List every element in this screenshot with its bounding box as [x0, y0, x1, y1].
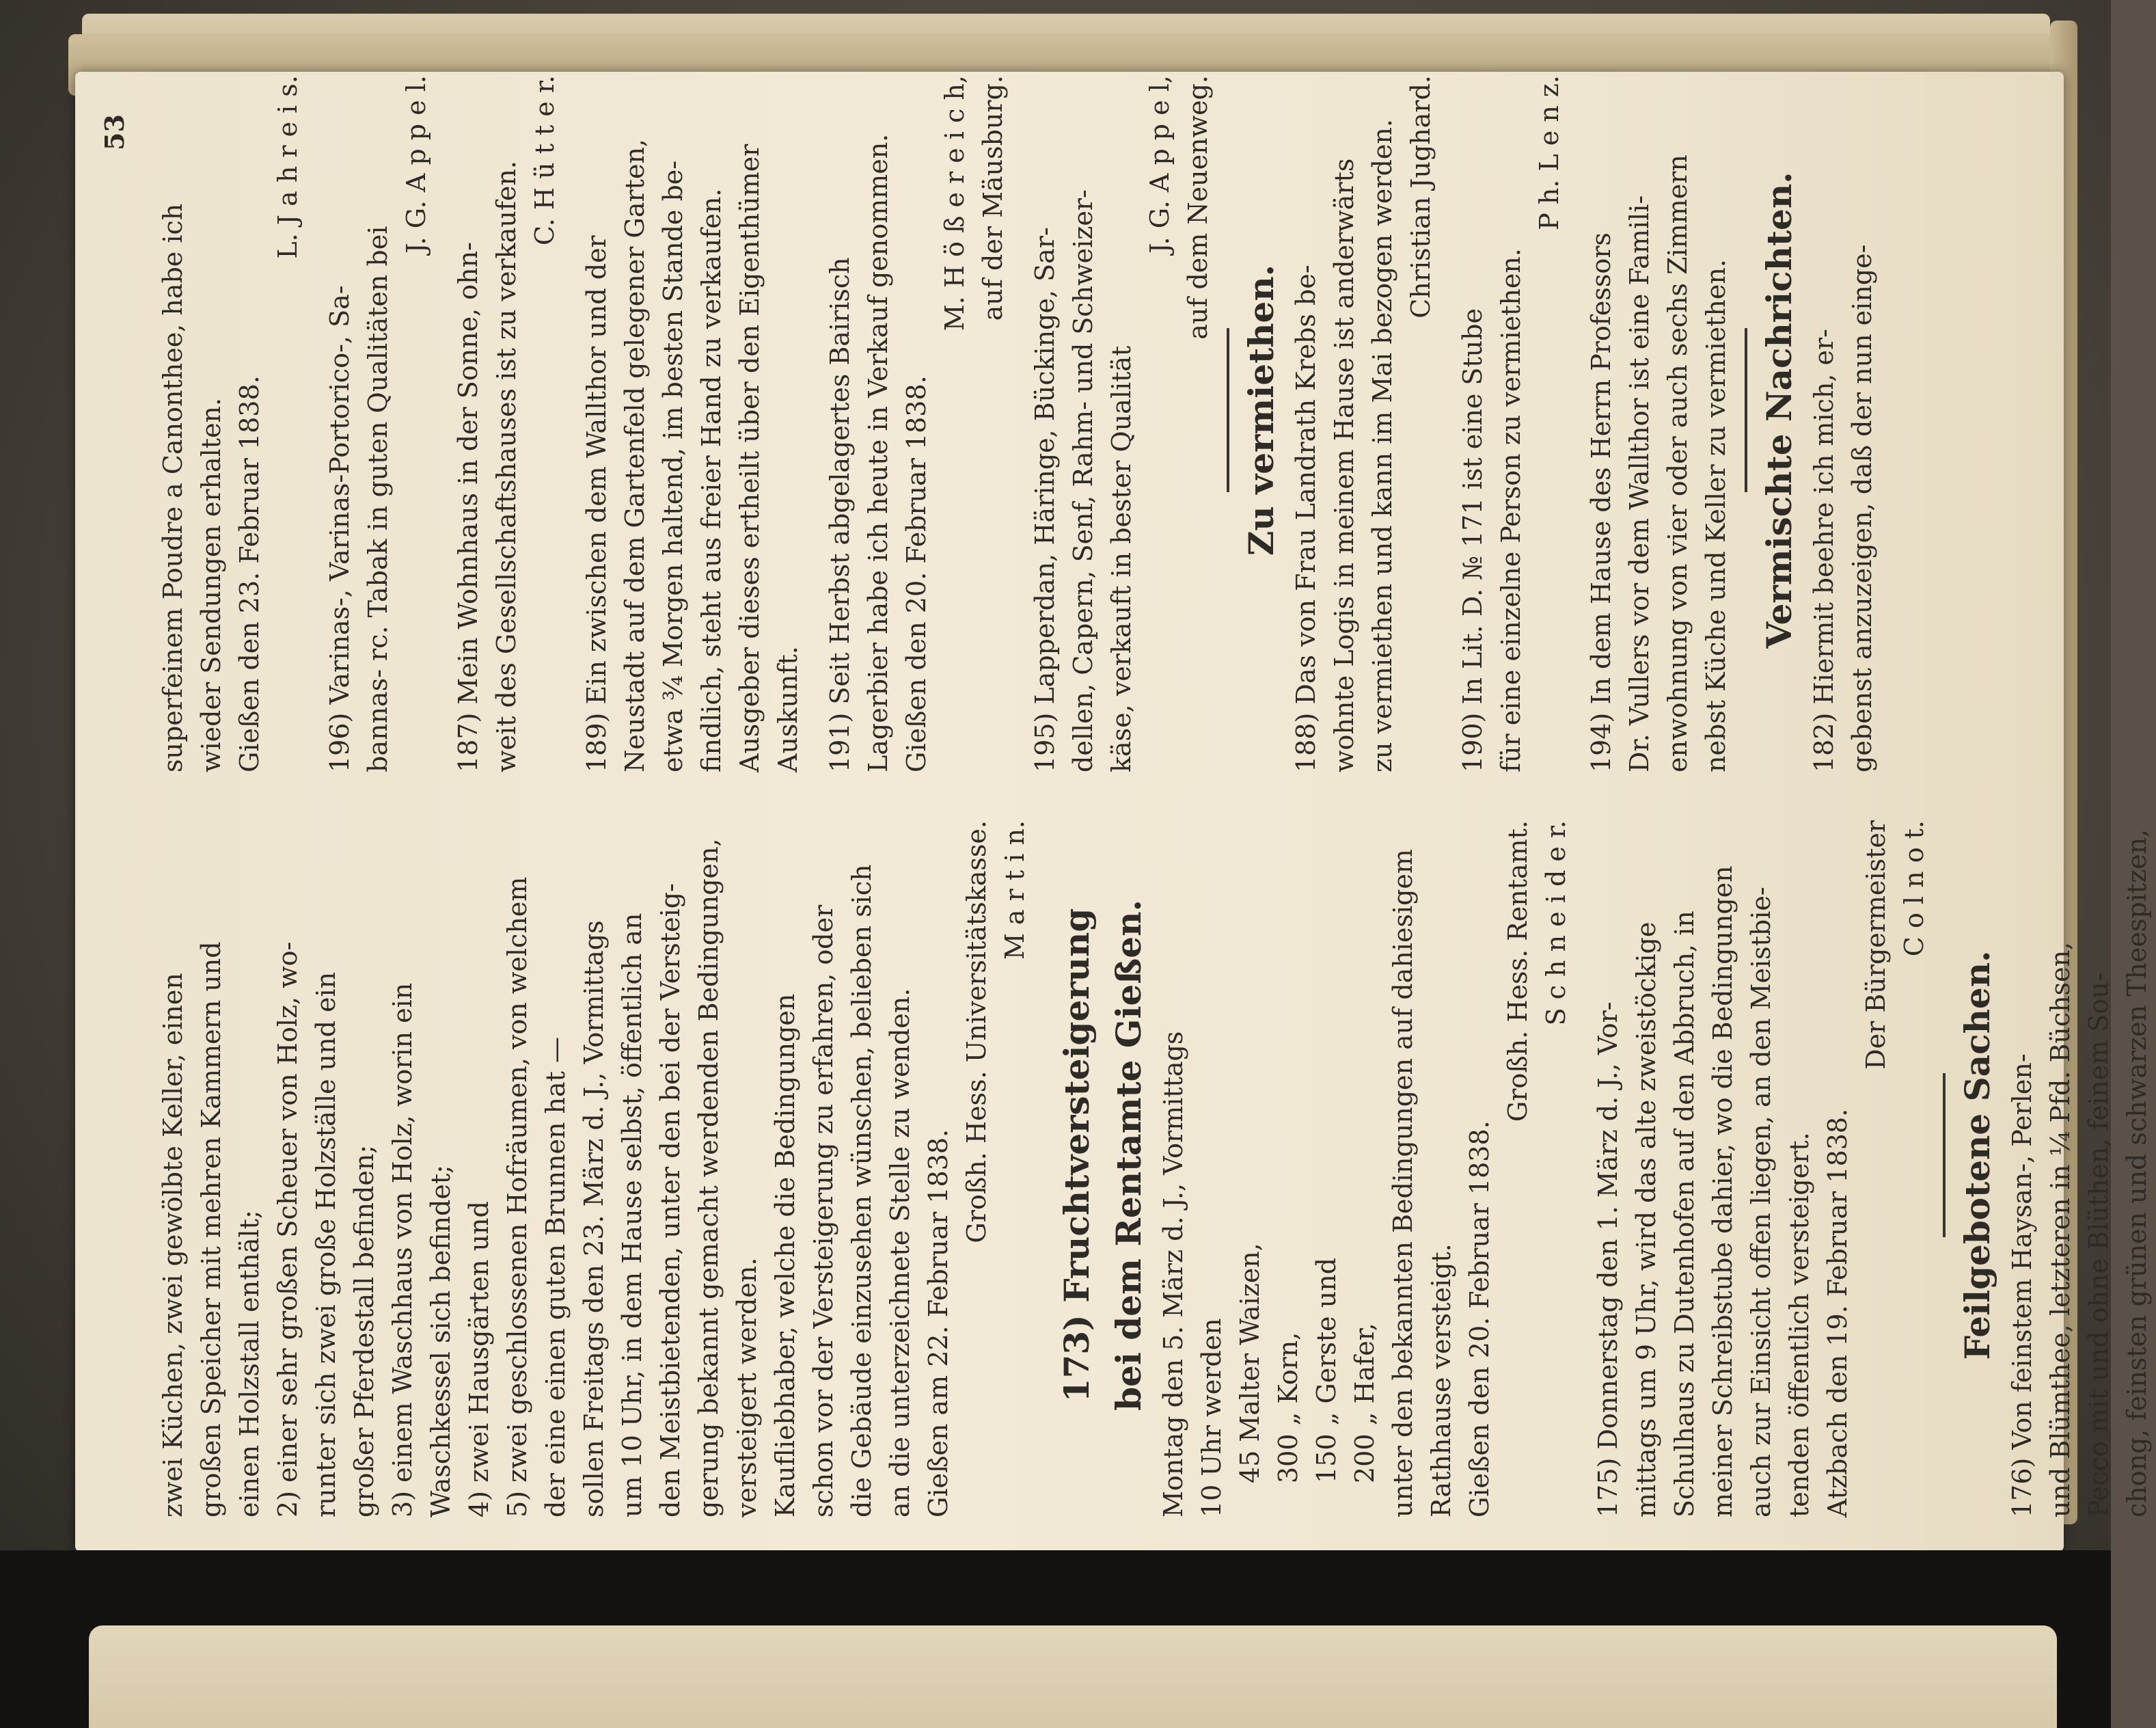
text-line: zu vermiethen und kann im Mai bezogen werden. — [1367, 119, 1397, 772]
text-line: 196) Varinas-, Varinas-Portorico-, Sa- — [325, 285, 355, 772]
text-line: J. G. A p p e l, — [1145, 75, 1175, 254]
text-line: Atzbach den 19. Februar 1838. — [1823, 1108, 1853, 1517]
text-line: Christian Jughard. — [1406, 75, 1436, 319]
spacer — [564, 48, 577, 772]
text-line: käse, verkauft in bester Qualität — [1106, 345, 1136, 772]
text-line: großen Speicher mit mehren Kammern und — [196, 941, 226, 1517]
text-line: Gießen am 22. Februar 1838. — [923, 1129, 953, 1517]
text-line: gerung bekannt gemacht werdenden Bedingungen, — [694, 838, 724, 1517]
text-line: auf dem Neuenweg. — [1183, 75, 1213, 340]
spacer — [1012, 48, 1026, 772]
text-line: Kaufliebhaber, welche die Bedingungen — [770, 993, 800, 1517]
spacer — [1034, 793, 1048, 1517]
text-line: auf der Mäusburg. — [978, 75, 1008, 321]
text-line: zwei Küchen, zwei gewölbte Keller, einen — [158, 973, 188, 1517]
text-line: sollen Freitags den 23. März d. J., Vormittags — [579, 920, 609, 1517]
text-line: chong, feinsten grünen und schwarzen Theespitzen, — [2122, 828, 2152, 1517]
text-line: 5) zwei geschlossenen Hofräumen, von welchem — [502, 876, 532, 1517]
text-line: 190) In Lit. D. № 171 ist eine Stube — [1458, 308, 1488, 772]
spacer — [307, 48, 320, 772]
text-line: Großh. Hess. Rentamt. — [1503, 820, 1533, 1122]
text-line: 2) einer sehr großen Scheuer von Holz, wo- — [273, 941, 303, 1517]
text-line: schon vor der Versteigerung zu erfahren, oder — [808, 904, 838, 1517]
text-line: 194) In dem Hause des Herrn Professors — [1586, 232, 1616, 772]
text-line: und Blümthee, letzteren in ¼ Pfd. Büchsen, — [2045, 941, 2075, 1517]
text-line: L. J a h r e i s. — [273, 75, 303, 259]
text-line: wieder Sendungen erhalten. — [196, 397, 226, 772]
text-line: Lagerbier habe ich heute in Verkauf genommen. — [863, 133, 893, 772]
text-line: unter den bekannten Bedingungen auf dahiesigem — [1388, 849, 1418, 1517]
page-number: 53 — [99, 114, 130, 150]
text-line: Der Bürgermeister — [1861, 820, 1891, 1070]
spacer — [1568, 48, 1582, 772]
text-line: 3) einem Waschhaus von Holz, worin ein — [387, 982, 418, 1517]
text-line: der eine einen guten Brunnen hat — — [541, 1036, 571, 1517]
text-line: einen Holzstall enthält; — [234, 1210, 264, 1517]
section-heading: bei dem Rentamte Gießen. — [1108, 900, 1149, 1411]
text-line: dellen, Capern, Senf, Rahm- und Schweizer- — [1068, 189, 1098, 772]
right-column — [154, 48, 1881, 772]
text-line: C. H ü t t e r. — [530, 75, 560, 245]
text-line: versteigert werden. — [732, 1257, 762, 1517]
section-heading: Feilgebotene Sachen. — [1957, 950, 1997, 1360]
text-line: C o l n o t. — [1899, 820, 1929, 957]
text-line: 300 „ Korn, — [1273, 1332, 1303, 1483]
text-line: enwohnung von vier oder auch sechs Zimmern — [1663, 154, 1693, 772]
text-line: Rathhause versteigt. — [1426, 1243, 1456, 1517]
separator-rule — [1943, 1073, 1946, 1237]
text-line: an die unterzeichnete Stelle zu wenden. — [885, 988, 915, 1517]
text-line: weit des Gesellschaftshauses ist zu verkaufen. — [491, 161, 521, 772]
text-line: 189) Ein zwischen dem Wallthor und der — [582, 235, 612, 772]
section-heading: 173) Fruchtversteigerung — [1056, 908, 1097, 1403]
text-line: Schulhaus zu Dutenhofen auf den Abbruch, in — [1669, 910, 1700, 1517]
next-page-edge — [89, 1625, 2057, 1728]
text-line: 10 Uhr werden — [1197, 1318, 1227, 1517]
text-line: Gießen den 20. Februar 1838. — [1464, 1120, 1495, 1517]
text-line: 188) Das von Frau Landrath Krebs be- — [1291, 265, 1321, 772]
text-line: 200 „ Hafer, — [1350, 1323, 1380, 1483]
text-line: wohnte Logis in meinem Hause ist anderwärts — [1329, 158, 1359, 772]
text-line: J. G. A p p e l. — [401, 75, 431, 254]
rotated-text-block — [79, 27, 2152, 1558]
text-line: S c h n e i d e r. — [1541, 820, 1571, 1026]
text-line: gebenst anzuzeigen, daß der nun einge- — [1847, 244, 1877, 772]
left-column — [154, 793, 2156, 1517]
text-line: 4) zwei Hausgärten und — [464, 1201, 494, 1517]
text-line: Waschkessel sich befindet; — [426, 1165, 456, 1517]
text-line: auch zur Einsicht offen liegen, an den Meistbie- — [1746, 887, 1776, 1517]
text-line: Großh. Hess. Universitätskasse. — [961, 820, 992, 1243]
text-line: etwa ¾ Morgen haltend, im besten Stande be- — [658, 160, 688, 772]
separator-rule — [1227, 328, 1229, 492]
text-line: nebst Küche und Keller zu vermiethen. — [1701, 259, 1731, 772]
text-line: 150 „ Gerste und — [1311, 1258, 1341, 1483]
text-line: 191) Seit Herbst abgelagertes Bairisch — [825, 257, 855, 772]
text-line: die Gebäude einzusehen wünschen, belieben sich — [847, 864, 877, 1517]
text-line: findlich, steht aus freier Hand zu verkaufen. — [696, 188, 726, 772]
section-heading: Vermischte Nachrichten. — [1759, 172, 1799, 649]
text-line: 45 Malter Waizen, — [1235, 1243, 1265, 1483]
spacer — [1440, 48, 1454, 772]
text-line: 175) Donnerstag den 1. März d. J., Vor- — [1593, 1001, 1623, 1517]
text-line: bannas- rc. Tabak in guten Qualitäten bei — [363, 226, 393, 772]
text-line: den Meistbietenden, unter den bei der Versteig- — [655, 883, 685, 1517]
text-line: 182) Hiermit beehre ich mich, er- — [1809, 328, 1839, 772]
text-line: 176) Von feinstem Haysan-, Perlen- — [2007, 1053, 2037, 1517]
text-line: Gießen den 20. Februar 1838. — [901, 375, 931, 772]
text-line: runter sich zwei große Holzställe und ein — [311, 971, 341, 1517]
text-line: 187) Mein Wohnhaus in der Sonne, ohn- — [453, 242, 483, 772]
text-line: superfeinem Poudre a Canonthee, habe ich — [158, 203, 188, 772]
text-line: M a r t i n. — [1000, 820, 1030, 960]
text-line: tenden öffentlich versteigert. — [1784, 1132, 1814, 1517]
text-line: Auskunft. — [773, 646, 803, 772]
text-line: Neustadt auf dem Gartenfeld gelegener Garten, — [620, 139, 650, 772]
text-line: M. H ö ß e r e i c h, — [940, 75, 970, 332]
text-line: großer Pferdestall befinden; — [349, 1144, 379, 1517]
spacer — [1575, 793, 1589, 1517]
text-line: meiner Schreibstube dahier, wo die Bedingungen — [1708, 865, 1738, 1517]
text-line: mittags um 9 Uhr, wird das alte zweistöckige — [1631, 921, 1661, 1517]
spacer — [807, 48, 821, 772]
text-line: Pecco mit und ohne Blüthen, feinem Sou- — [2084, 973, 2114, 1517]
spacer — [435, 48, 449, 772]
text-line: 195) Lapperdan, Häringe, Bückinge, Sar- — [1030, 227, 1060, 772]
separator-rule — [1745, 328, 1747, 492]
section-heading: Zu vermiethen. — [1241, 264, 1281, 556]
text-line: Gießen den 23. Februar 1838. — [234, 375, 264, 772]
text-line: Dr. Vullers vor dem Wallthor ist eine Famili- — [1624, 195, 1654, 772]
text-line: Montag den 5. März d. J., Vormittags — [1158, 1031, 1188, 1517]
text-line: um 10 Uhr, in dem Hause selbst, öffentlich an — [617, 913, 647, 1517]
text-line: Ausgeber dieses ertheilt über den Eigenthümer — [735, 144, 765, 772]
text-line: für eine einzelne Person zu vermiethen. — [1496, 248, 1526, 772]
text-line: P h. L e n z. — [1534, 75, 1564, 230]
